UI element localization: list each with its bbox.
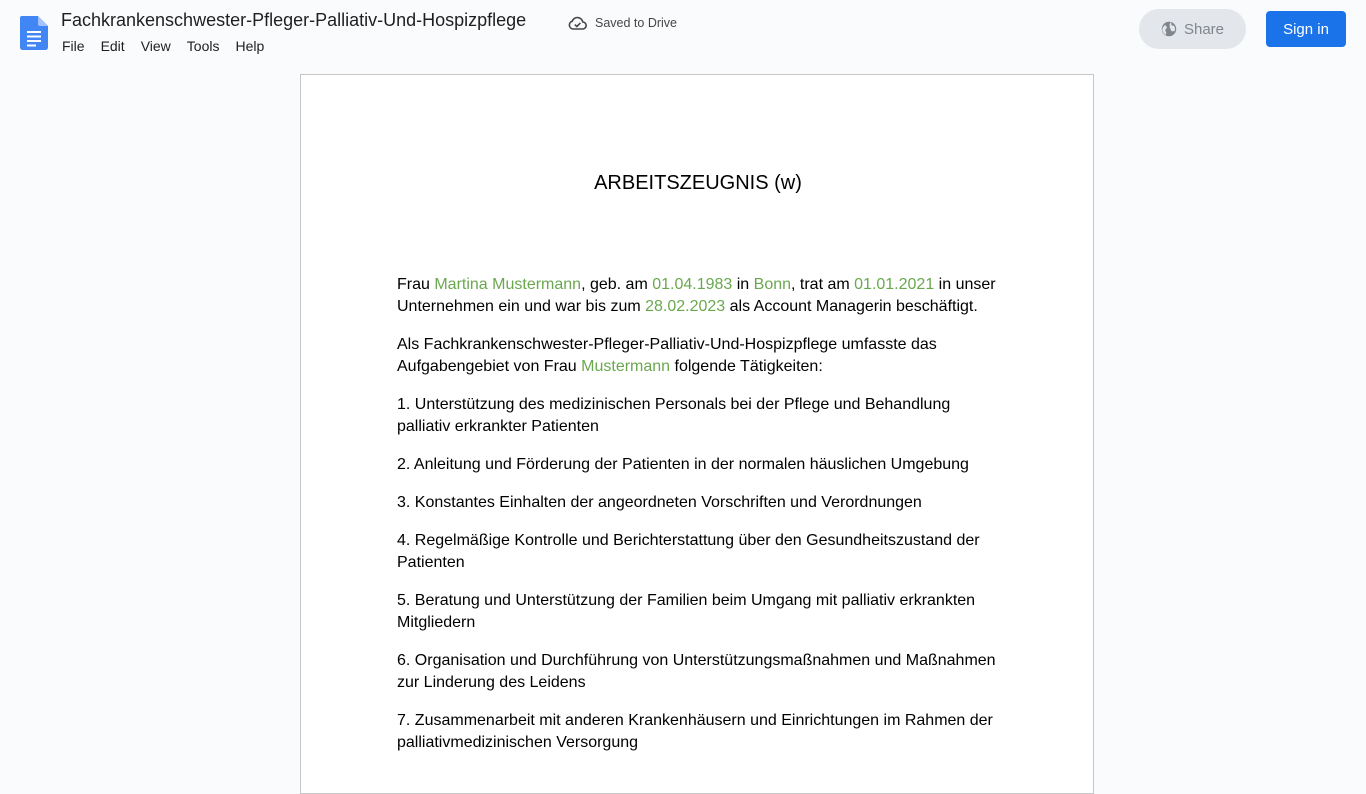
menu-help[interactable]: Help	[235, 38, 265, 54]
text-run: , trat am	[791, 276, 855, 293]
share-button[interactable]	[1139, 9, 1246, 49]
top-bar	[0, 0, 1366, 66]
duty-item: 2. Anleitung und Förderung der Patienten in der normalen häuslichen Umgebung	[397, 456, 969, 473]
duty-item: 5. Beratung und Unterstützung der Familien beim Umgang mit palliativ erkrankten Mitgliedern	[397, 592, 976, 631]
duty-item: 6. Organisation und Durchführung von Unterstützungsmaßnahmen und Maßnahmen zur Linderung des Leidens	[397, 652, 996, 691]
document-page[interactable]	[300, 74, 1094, 794]
intro-paragraph	[397, 274, 1007, 318]
start-date: 01.01.2021	[854, 276, 935, 293]
text-run: folgende Tätigkeiten:	[670, 358, 823, 375]
cloud-done-icon	[568, 16, 587, 30]
employee-name: Martina Mustermann	[434, 276, 582, 293]
text-run: Frau	[397, 276, 435, 293]
menu-tools[interactable]: Tools	[186, 38, 220, 54]
sign-in-button[interactable]: Sign in	[1266, 11, 1346, 47]
text-run: in	[732, 276, 754, 293]
menu-bar	[54, 36, 272, 56]
text-run: als Account Managerin beschäftigt.	[725, 298, 978, 315]
text-run: , geb. am	[581, 276, 653, 293]
globe-icon	[1161, 21, 1177, 37]
menu-view[interactable]: View	[140, 38, 171, 54]
docs-logo-icon[interactable]	[20, 16, 48, 50]
duty-item: 4. Regelmäßige Kontrolle und Berichterstattung über den Gesundheitszustand der Patienten	[397, 532, 980, 571]
menu-edit[interactable]: Edit	[100, 38, 125, 54]
save-status[interactable]	[568, 14, 677, 32]
duties-intro-paragraph	[397, 334, 1007, 378]
end-date: 28.02.2023	[645, 298, 726, 315]
menu-file[interactable]: File	[62, 38, 85, 54]
document-heading: ARBEITSZEUGNIS (w)	[594, 172, 802, 194]
employee-surname: Mustermann	[581, 358, 671, 375]
share-label: Share	[1183, 20, 1225, 38]
birth-date: 01.04.1983	[652, 276, 733, 293]
duty-item: 7. Zusammenarbeit mit anderen Krankenhäusern und Einrichtungen im Rahmen der palliativmedizinischen Versorgung	[397, 712, 993, 751]
duty-item: 3. Konstantes Einhalten der angeordneten Vorschriften und Verordnungen	[397, 494, 922, 511]
birth-place: Bonn	[753, 276, 792, 293]
document-body	[397, 274, 1007, 770]
document-title[interactable]: Fachkrankenschwester-Pfleger-Palliativ-Und-Hospizpflege	[61, 10, 527, 30]
text-run: Als Fachkrankenschwester-Pfleger-Palliativ-Und-Hospizpflege umfasste das Aufgabengebiet von Frau	[397, 336, 937, 375]
duty-item: 1. Unterstützung des medizinischen Personals bei der Pflege und Behandlung palliativ erkrankter Patienten	[397, 396, 951, 435]
save-status-label: Saved to Drive	[595, 16, 677, 30]
text-run: in unser Unternehmen ein und war bis zum	[397, 276, 996, 315]
